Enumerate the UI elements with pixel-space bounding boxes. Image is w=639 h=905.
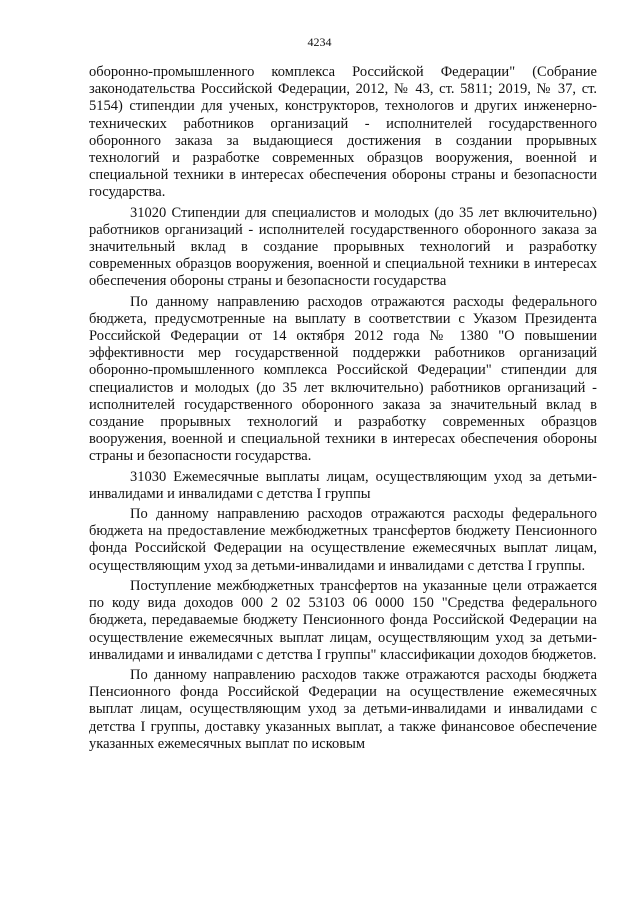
page-number: 4234 <box>307 35 332 49</box>
paragraph-continuation: оборонно-промышленного комплекса Российской Федерации" (Собрание законодательства Российской Федерации, 2012, № 43, ст. 5811; 2019, № 37, ст. 5154) стипендии для ученых, конструкторов, технологов и других инженерно-технических работников организаций - исполнителей государственного оборонного заказа за выдающиеся достижения в создании прорывных технологий и разработке современных образцов вооружения, военной и специальной техники в интересах обеспечения обороны страны и безопасности государства. <box>89 64 597 201</box>
paragraph-31030-pension-fund: По данному направлению расходов также отражаются расходы бюджета Пенсионного фонда Российской Федерации на осуществление ежемесячных выплат лицам, осуществляющим уход за детьми-инвалидами и инвалидами с детства I группы, доставку указанных выплат, а также финансовое обеспечение указанных ежемесячных выплат по исковым <box>89 666 597 752</box>
section-heading-31030: 31030 Ежемесячные выплаты лицам, осуществляющим уход за детьми-инвалидами и инвалидами с детства I группы <box>89 468 597 502</box>
document-body <box>89 64 597 756</box>
paragraph-31030-description: По данному направлению расходов отражаются расходы федерального бюджета на предоставление межбюджетных трансфертов бюджету Пенсионного фонда Российской Федерации на осуществление ежемесячных выплат лицам, осуществляющим уход за детьми-инвалидами и инвалидами с детства I группы. <box>89 506 597 574</box>
paragraph-31030-revenue-code: Поступление межбюджетных трансфертов на указанные цели отражается по коду вида доходов 000 2 02 53103 06 0000 150 "Средства федерального бюджета, передаваемые бюджету Пенсионного фонда Российской Федерации на осуществление ежемесячных выплат лицам, осуществляющим уход за детьми-инвалидами и инвалидами с детства I группы" классификации доходов бюджетов. <box>89 577 597 663</box>
section-heading-31020: 31020 Стипендии для специалистов и молодых (до 35 лет включительно) работников организаций - исполнителей государственного оборонного заказа за значительный вклад в создание прорывных технологий и разработку современных образцов вооружения, военной и специальной техники в интересах обеспечения обороны страны и безопасности государства <box>89 204 597 290</box>
paragraph-31020-description: По данному направлению расходов отражаются расходы федерального бюджета, предусмотренные на выплату в соответствии с Указом Президента Российской Федерации от 14 октября 2012 года № 1380 "О повышении эффективности мер государственной поддержки работников организаций оборонно-промышленного комплекса Российской Федерации" стипендии для специалистов и молодых (до 35 лет включительно) работников организаций - исполнителей государственного оборонного заказа за значительный вклад в создание прорывных технологий и разработку современных образцов вооружения, военной и специальной техники в интересах обеспечения обороны страны и безопасности государства. <box>89 293 597 465</box>
